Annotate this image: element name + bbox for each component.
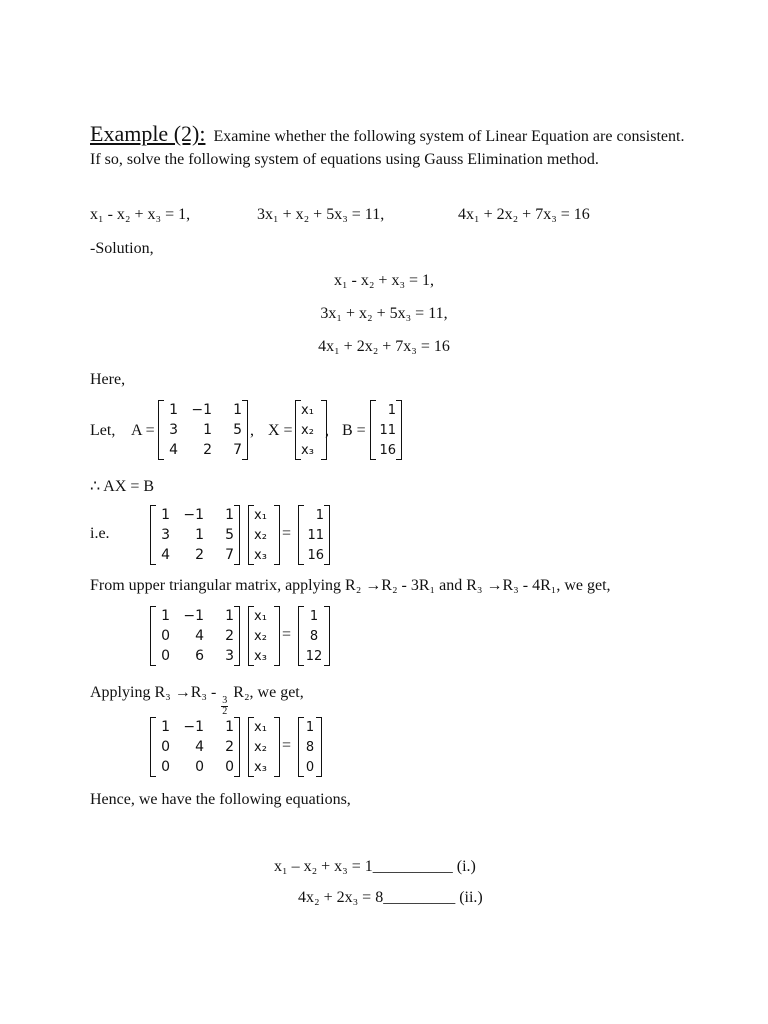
hence-text: Hence, we have the following equations, — [90, 791, 351, 808]
equals-sign: = — [282, 737, 292, 754]
step2-matrix: 1 −1 1 0 4 2 0 0 0 — [150, 717, 240, 777]
step1-text: From upper triangular matrix, applying R₂ →R₂ - 3R₁ and R₃ →R₃ - 4R₁, we get, — [90, 577, 611, 594]
x-label: X = — [268, 422, 293, 439]
inline-equation-1: x₁ - x₂ + x₃ = 1, — [90, 206, 191, 223]
inline-equation-2: 3x₁ + x₂ + 5x₃ = 11, — [257, 206, 385, 223]
ie-label: i.e. — [90, 525, 110, 542]
centered-equation-2: 3x₁ + x₂ + 5x₃ = 11, — [320, 305, 448, 322]
step2-vector-x: x₁ x₂ x₃ — [248, 717, 280, 777]
step2-rhs: 1 8 0 — [298, 717, 322, 777]
centered-equation-3: 4x₁ + 2x₂ + 7x₃ = 16 — [318, 338, 450, 355]
equals-sign: = — [282, 525, 292, 542]
intro-text-first: Examine whether the following system of Linear Equation are — [213, 128, 613, 145]
ie-matrix-a: 1 −1 1 3 1 5 4 2 7 — [150, 505, 240, 565]
final-equation-1: x₁ – x₂ + x₃ = 1__________ (i.) — [274, 858, 476, 875]
example-title: Example (2): — [90, 121, 206, 146]
separator-comma: , — [250, 422, 254, 439]
vector-b: 1 11 16 — [370, 400, 402, 460]
inline-equation-3: 4x₁ + 2x₂ + 7x₃ = 16 — [458, 206, 590, 223]
centered-equation-1: x₁ - x₂ + x₃ = 1, — [333, 272, 435, 289]
separator-comma: , — [325, 422, 329, 439]
here-label: Here, — [90, 371, 126, 388]
intro-text-rest: consistent. If so, solve the following system of equations using Gauss Elimination method. — [90, 128, 685, 168]
let-label: Let, — [90, 422, 116, 439]
step1-matrix: 1 −1 1 0 4 2 0 6 3 — [150, 606, 240, 666]
step1-rhs: 1 8 12 — [298, 606, 330, 666]
ie-vector-b: 1 11 16 — [298, 505, 330, 565]
example-intro — [90, 122, 690, 171]
ie-vector-x: x₁ x₂ x₃ — [248, 505, 280, 565]
equals-sign: = — [282, 626, 292, 643]
final-equation-2: 4x₂ + 2x₃ = 8_________ (ii.) — [298, 889, 483, 906]
matrix-a-cells: 1 −1 1 3 1 5 4 2 7 — [169, 402, 242, 458]
step2-text: Applying R₃ →R₃ - $\frac{3}{2}$ R₂, we get, — [90, 684, 304, 717]
step1-vector-x: x₁ x₂ x₃ — [248, 606, 280, 666]
a-label: A = — [131, 422, 155, 439]
b-label: B = — [342, 422, 366, 439]
solution-label: -Solution, — [90, 240, 154, 257]
vector-x: x₁ x₂ x₃ — [295, 400, 327, 460]
fraction-three-halves: $\frac{3}{2}$ — [222, 695, 228, 717]
therefore-line: ∴ AX = B — [90, 478, 155, 495]
matrix-a — [158, 400, 248, 460]
